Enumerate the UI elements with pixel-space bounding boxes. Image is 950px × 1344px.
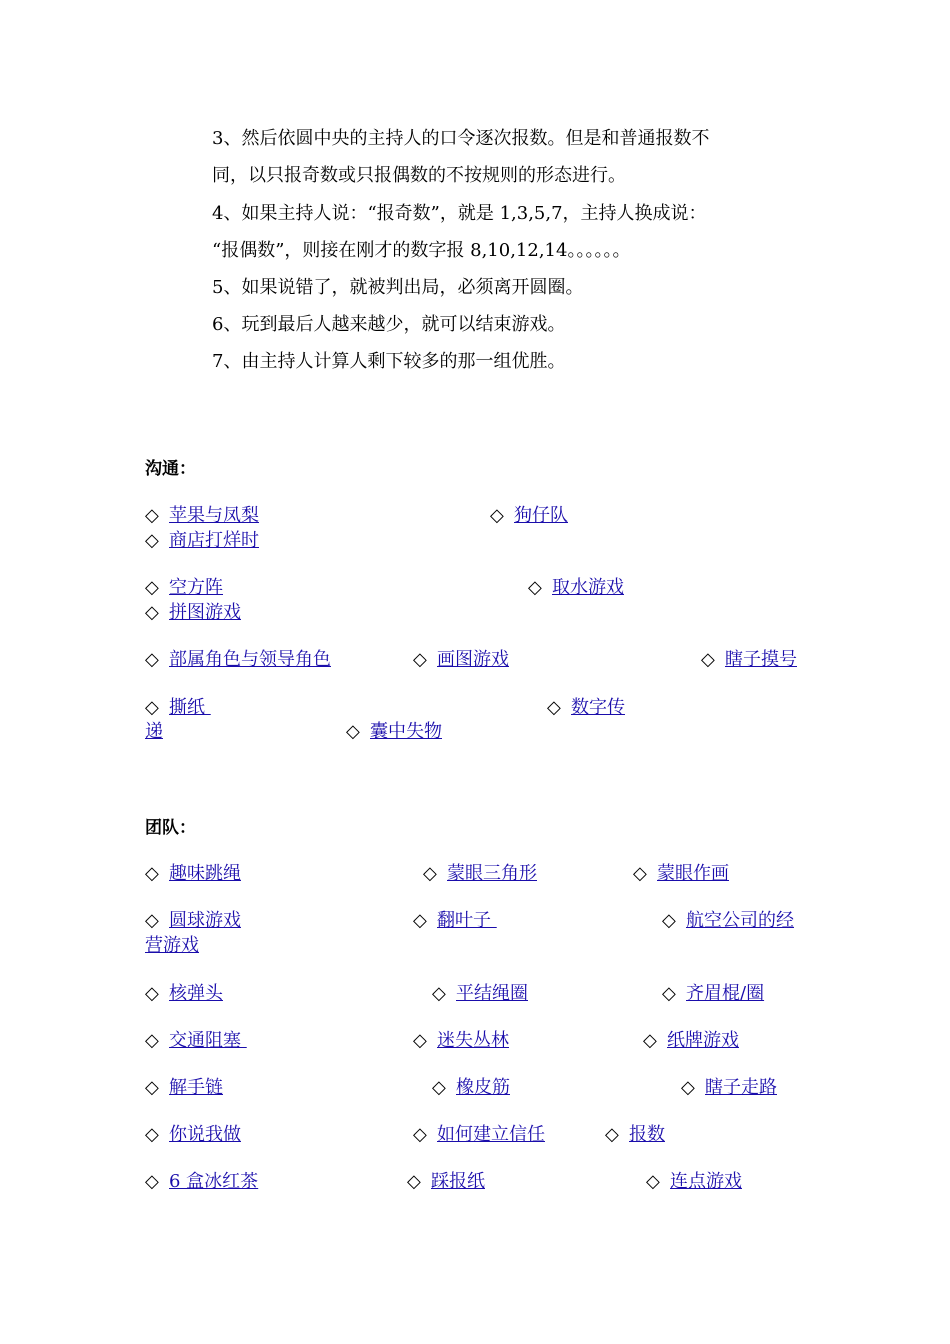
diamond-bullet-icon: ◇ [145,602,159,623]
list-item [145,934,199,958]
diamond-bullet-icon: ◇ [145,1124,159,1145]
diamond-bullet-icon: ◇ [346,721,360,742]
list-item [145,720,163,744]
list-item [528,576,624,600]
link-rubber-band[interactable]: 橡皮筋 [456,1077,510,1098]
link-water-game[interactable]: 取水游戏 [552,577,624,598]
link-apple-pear[interactable]: 苹果与凤梨 [169,505,259,526]
link-store-closing[interactable]: 商店打烊时 [169,530,259,551]
diamond-bullet-icon: ◇ [605,1124,619,1145]
list-item [413,1029,509,1053]
list-item [145,504,259,528]
list-item [145,1170,258,1194]
list-item [145,1076,223,1100]
diamond-bullet-icon: ◇ [701,649,715,670]
link-card-game[interactable]: 纸牌游戏 [667,1030,739,1051]
link-warhead[interactable]: 核弹头 [169,983,223,1004]
link-step-newspaper[interactable]: 踩报纸 [431,1171,485,1192]
diamond-bullet-icon: ◇ [145,863,159,884]
diamond-bullet-icon: ◇ [145,1171,159,1192]
list-item [145,862,241,886]
diamond-bullet-icon: ◇ [547,697,561,718]
link-you-say-i-do[interactable]: 你说我做 [169,1124,241,1145]
diamond-bullet-icon: ◇ [662,910,676,931]
list-item [346,720,442,744]
link-lost-jungle[interactable]: 迷失丛林 [437,1030,509,1051]
link-count-off[interactable]: 报数 [629,1124,665,1145]
step-4-line-1: 4、如果主持人说：“报奇数”，就是 1,3,5,7，主持人换成说： [212,203,707,224]
diamond-bullet-icon: ◇ [528,577,542,598]
link-blind-number[interactable]: 瞎子摸号 [725,649,797,670]
list-item [145,601,241,625]
diamond-bullet-icon: ◇ [633,863,647,884]
step-6: 6、玩到最后人越来越少，就可以结束游戏。 [212,314,566,335]
link-blind-drawing[interactable]: 蒙眼作画 [657,863,729,884]
list-item [413,648,509,672]
list-item [547,696,625,720]
diamond-bullet-icon: ◇ [432,1077,446,1098]
diamond-bullet-icon: ◇ [145,530,159,551]
list-item [145,909,241,933]
list-item [145,1029,247,1053]
list-item [432,982,528,1006]
list-item [432,1076,510,1100]
diamond-bullet-icon: ◇ [423,863,437,884]
step-3-line-1: 3、然后依圆中央的主持人的口令逐次报数。但是和普通报数不 [212,128,710,149]
list-item [407,1170,485,1194]
list-item [662,982,764,1006]
list-item [662,909,794,933]
list-item [145,576,223,600]
diamond-bullet-icon: ◇ [407,1171,421,1192]
list-item [646,1170,742,1194]
link-tear-paper[interactable]: 撕纸 [169,697,211,718]
link-traffic-jam[interactable]: 交通阻塞 [169,1030,247,1051]
diamond-bullet-icon: ◇ [145,697,159,718]
link-flip-leaf[interactable]: 翻叶子 [437,910,497,931]
list-item [633,862,729,886]
list-item [701,648,797,672]
diamond-bullet-icon: ◇ [413,1030,427,1051]
diamond-bullet-icon: ◇ [681,1077,695,1098]
link-lost-in-bag[interactable]: 囊中失物 [370,721,442,742]
list-item [423,862,537,886]
link-drawing-game[interactable]: 画图游戏 [437,649,509,670]
list-item [145,982,223,1006]
list-item [490,504,568,528]
list-item [145,648,331,672]
diamond-bullet-icon: ◇ [145,983,159,1004]
step-7: 7、由主持人计算人剩下较多的那一组优胜。 [212,351,566,372]
link-airline-game-cont[interactable]: 营游戏 [145,935,199,956]
list-item [681,1076,777,1100]
link-number-pass-cont[interactable]: 递 [145,721,163,742]
diamond-bullet-icon: ◇ [145,577,159,598]
link-puzzle-game[interactable]: 拼图游戏 [169,602,241,623]
link-connect-dots[interactable]: 连点游戏 [670,1171,742,1192]
list-item [145,696,211,720]
team-heading: 团队： [145,818,196,838]
link-number-pass[interactable]: 数字传 [571,697,625,718]
list-item [145,529,259,553]
link-square-knot[interactable]: 平结绳圈 [456,983,528,1004]
link-airline-game[interactable]: 航空公司的经 [686,910,794,931]
communication-heading: 沟通： [145,459,196,479]
link-empty-square[interactable]: 空方阵 [169,577,223,598]
step-5: 5、如果说错了，就被判出局，必须离开圆圈。 [212,277,584,298]
link-human-knot[interactable]: 解手链 [169,1077,223,1098]
diamond-bullet-icon: ◇ [413,1124,427,1145]
diamond-bullet-icon: ◇ [432,983,446,1004]
diamond-bullet-icon: ◇ [145,1030,159,1051]
list-item [145,1123,241,1147]
list-item [643,1029,739,1053]
link-subordinate-leader[interactable]: 部属角色与领导角色 [169,649,331,670]
link-ball-game[interactable]: 圆球游戏 [169,910,241,931]
diamond-bullet-icon: ◇ [643,1030,657,1051]
diamond-bullet-icon: ◇ [145,649,159,670]
link-blind-walk[interactable]: 瞎子走路 [705,1077,777,1098]
diamond-bullet-icon: ◇ [145,1077,159,1098]
link-blind-triangle[interactable]: 蒙眼三角形 [447,863,537,884]
diamond-bullet-icon: ◇ [490,505,504,526]
link-paparazzi[interactable]: 狗仔队 [514,505,568,526]
link-fun-rope[interactable]: 趣味跳绳 [169,863,241,884]
step-4-line-2: “报偶数”，则接在刚才的数字报 8,10,12,14。。。。。。 [212,240,631,261]
diamond-bullet-icon: ◇ [646,1171,660,1192]
link-helium-stick[interactable]: 齐眉棍/圈 [686,983,765,1004]
link-six-iced-tea[interactable]: 6 盒冰红茶 [169,1171,259,1192]
diamond-bullet-icon: ◇ [413,910,427,931]
link-build-trust[interactable]: 如何建立信任 [437,1124,545,1145]
step-3-line-2: 同，以只报奇数或只报偶数的不按规则的形态进行。 [212,165,626,186]
list-item [413,909,497,933]
diamond-bullet-icon: ◇ [662,983,676,1004]
diamond-bullet-icon: ◇ [413,649,427,670]
diamond-bullet-icon: ◇ [145,505,159,526]
diamond-bullet-icon: ◇ [145,910,159,931]
list-item [605,1123,665,1147]
list-item [413,1123,545,1147]
